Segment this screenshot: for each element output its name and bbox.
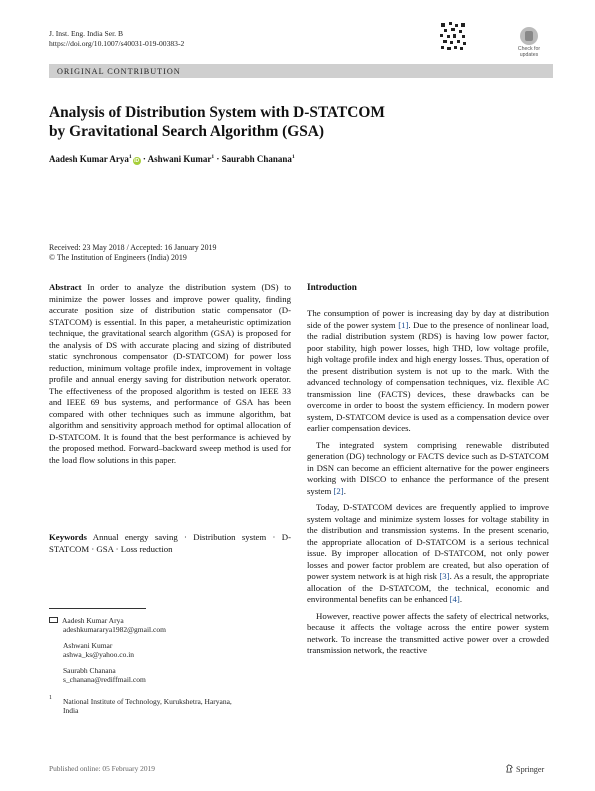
title-line-2: by Gravitational Search Algorithm (GSA) [49,122,325,140]
author-3[interactable]: Saurabh Chanana [221,154,292,164]
abstract [49,282,291,466]
qr-code-icon [438,20,468,52]
bookmark-icon [520,27,538,45]
received-accepted: Received: 23 May 2018 / Accepted: 16 January 2019 [49,243,217,252]
paragraph-1: The consumption of power is increasing day by day at distribution side of the power system [1]. Due to the presence of nonlinear load, the radial distribution system (RDS) is having low power factor, poor stability, high power losses, high THD, low voltage profile, high voltage profile index and high energy losses. Thus, operation of the present distribution system is not up to the mark. With the advanced technology of compensation techniques, viz. flexible AC transmission line (FACTS) devices, these drawbacks can be overcome in order to boost the system efficiency. In modern power system, D-STATCOM device is used as a compensation device over earlier compensation devices. [307,308,549,433]
check-for-updates-line1: Check for [517,46,541,52]
publication-dates [49,243,216,263]
citation-link[interactable]: [3] [439,571,450,581]
publisher-name: Springer [516,765,545,774]
abstract-text: In order to analyze the distribution system (DS) to minimize the power losses and improve power quality, finding accurate position size of distribution static compensator (D-STATCOM) is essential. In this paper, a metaheuristic optimization technique, the gravitational search algorithm (GSA) is proposed for the analysis of DS with accurate placing and sizing of distributed static synchronous compensator (D-STATCOM) for power loss reduction, minimum voltage profile index, improvement in voltage profile and annual energy saving for distribution network operator. The effectiveness of the proposed algorithm is tested on IEEE 33 and IEEE 69 bus systems, and performance of GSA has been compared with other techniques such as immune algorithm, bat algorithm and sensitivity approach method for optimal allocation of D-STATCOM. It is found that the best performance is achieved by the proposed method. Forward–backward sweep method is used for the load flow solutions in this paper. [49,282,292,465]
paragraph-2: The integrated system comprising renewable distributed generation (DG) technology or FACTS device such as D-STATCOM in DSN can become an efficient alternative for the power engineers working with DISCO to enhance the performance of the present system [2]. [307,439,549,496]
author-2-affiliation: 1 [211,154,215,160]
institution-number: 1 [49,695,52,701]
paragraph-3: Today, D-STATCOM devices are frequently applied to improve system voltage and minimize system losses for voltage stability in the distribution and transmission systems. In the present scenario, the appropriate allocation of D-STATCOM is a serious technical issue. By improper allocation of D-STATCOM, not only power losses and power factor problem are created, but also operation of power system network is at high risk [3]. As a result, the appropriate allocation of the D-STATCOM, the technical, economic and environmental benefits can be enhanced [4]. [307,502,549,604]
institution [49,697,232,716]
author-separator: · [140,154,148,164]
citation-link[interactable]: [4] [449,594,460,604]
article-type-label: ORIGINAL CONTRIBUTION [57,66,181,76]
section-heading-introduction: Introduction [307,282,357,292]
citation-link[interactable]: [2] [333,485,344,496]
author-3-affiliation: 1 [291,154,295,160]
article-title [49,104,509,141]
affiliation-email-1[interactable]: adeshkumararya1982@gmail.com [63,625,166,635]
keywords [49,532,291,555]
publisher-logo [505,764,544,774]
check-for-updates-line2: updates [519,52,539,58]
affiliation-email-3[interactable]: s_chanana@rediffmail.com [63,675,146,685]
copyright: © The Institution of Engineers (India) 2019 [49,253,187,262]
citation-link[interactable]: [1] [398,319,409,330]
keywords-text: Annual energy saving · Distribution system · D-STATCOM · GSA · Loss reduction [49,532,291,554]
paragraph-4: However, reactive power affects the safety of electrical networks, because it affects the voltage across the entire power system network. To increase the transmitted active power over a crowded transmission network, the reactive [307,610,549,655]
keywords-label: Keywords [49,532,87,542]
institution-line-1: National Institute of Technology, Kurukshetra, Haryana, [63,697,232,706]
orcid-icon[interactable]: iD [134,158,140,164]
article-type-band [49,64,553,78]
journal-name: J. Inst. Eng. India Ser. B [49,29,124,38]
springer-horse-icon [505,764,514,773]
affiliation-name-3: Saurabh Chanana [63,666,116,675]
author-contact-2 [49,641,134,660]
author-1[interactable]: Aadesh Kumar Arya [49,154,129,164]
author-2[interactable]: Ashwani Kumar [147,154,212,164]
doi-link[interactable]: https://doi.org/10.1007/s40031-019-00383-2 [49,39,185,48]
title-line-1: Analysis of Distribution System with D-STATCOM [49,104,385,121]
author-list [49,154,295,165]
published-online: Published online: 05 February 2019 [49,764,155,773]
corresponding-author [49,616,166,635]
affiliation-email-2[interactable]: ashwa_ks@yahoo.co.in [63,650,135,660]
abstract-label: Abstract [49,282,82,292]
affiliation-name-1: Aadesh Kumar Arya [62,616,124,625]
institution-line-2: India [63,706,79,716]
author-1-affiliation: 1 [128,154,132,160]
affiliation-name-2: Ashwani Kumar [63,641,113,650]
footnote-rule [49,608,146,609]
envelope-icon [49,617,58,623]
author-contact-3 [49,666,146,685]
introduction-body [307,308,549,662]
author-separator: · [214,154,222,164]
check-for-updates-badge[interactable] [512,27,546,58]
